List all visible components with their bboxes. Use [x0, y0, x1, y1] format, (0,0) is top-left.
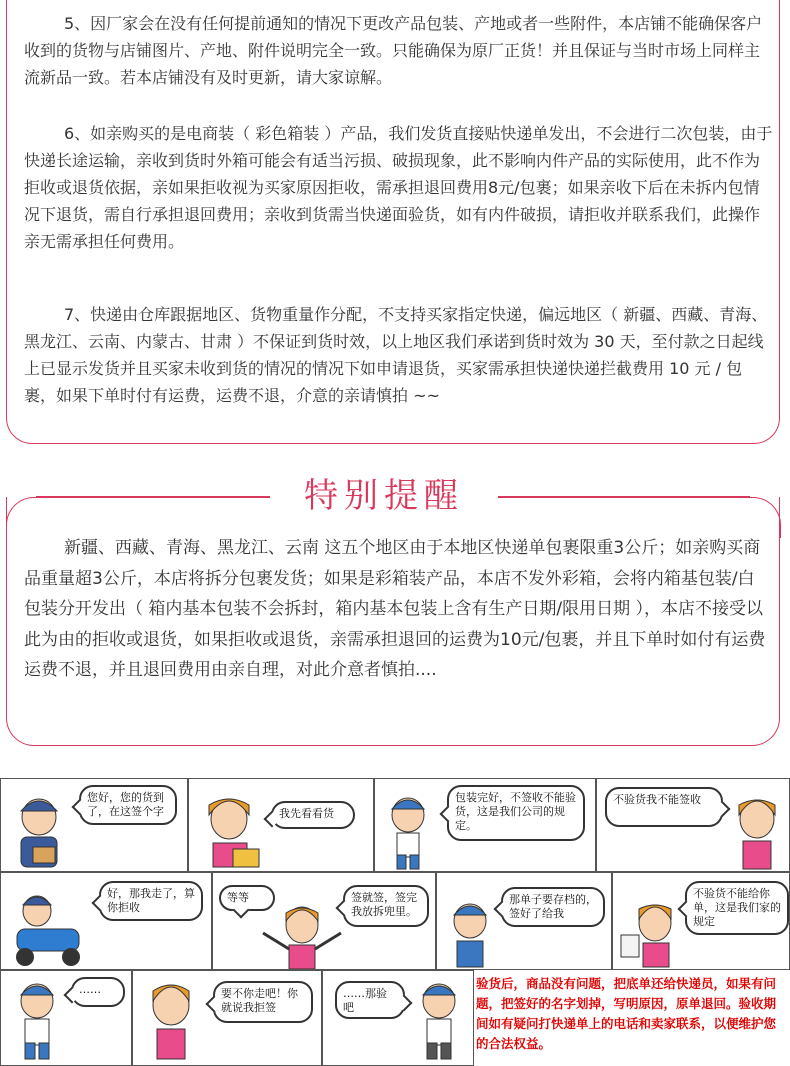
speech-bubble-11: 要不你走吧！你就说我拒签: [213, 981, 313, 1023]
comic-panel-8: [612, 872, 790, 970]
speech-bubble-9: 不验货不能给你单，这是我们家的规定: [685, 881, 789, 935]
speech-bubble-3: 包装完好，不签收不能验货，这是我们公司的规定。: [447, 785, 585, 841]
customer-figure: [139, 979, 205, 1063]
courier-scooter-figure: [7, 893, 93, 969]
speech-bubble-7: 签就签，签完我放拆兜里。: [343, 885, 429, 927]
speech-bubble-12: ……那验吧: [335, 981, 405, 1019]
speech-bubble-5: 好，那我走了，算你拒收: [99, 881, 203, 921]
comic-panel-5: [0, 872, 212, 970]
speech-bubble-4: 不验货我不能签收: [605, 787, 723, 827]
comic-panel-3: [374, 778, 596, 872]
customer-figure: [617, 899, 687, 969]
inspection-note: 验货后，商品没有问题，把底单还给快递员，如果有问题，把签好的名字划掉，写明原因，原单退回。验收期间如有疑问打快递单上的电话和卖家联系，以便维护您的合法权益。: [476, 976, 777, 1051]
courier-figure: [9, 793, 69, 871]
heading-divider-right: [498, 496, 750, 498]
courier-figure: [383, 793, 433, 871]
speech-bubble-8: 那单子要存档的，签好了给我: [501, 887, 605, 927]
comic-panel-7: [436, 872, 612, 970]
speech-bubble-10: ……: [71, 977, 125, 1007]
customer-figure: [199, 793, 265, 871]
special-notice-text: 新疆、西藏、青海、黑龙江、云南 这五个地区由于本地区快递单包裹限重3公斤；如亲购买商品重量超3公斤，本店将拆分包裹发货；如果是彩箱装产品，本店不发外彩箱，会将内箱基包装/白包装分开发出（ 箱内基本包装不会拆封，箱内基本包装上含有生产日期/限用日期 ），本店不接受以此为由的拒收或退货，如果拒收或退货，亲需承担退回的运费为10元/包裹，并且下单时如付有运费运费不退，并且退回费用由亲自理，对此介意者慎拍....: [24, 538, 766, 680]
heading-divider-left: [36, 496, 270, 498]
courier-figure: [411, 979, 467, 1063]
comic-strip: [0, 778, 790, 1066]
comic-panel-11: [322, 970, 474, 1066]
speech-bubble-6: 等等: [219, 885, 275, 911]
speech-bubble-1: 您好，您的货到了，在这签个字: [79, 785, 177, 825]
comic-panel-10: [132, 970, 322, 1066]
special-heading-row: [0, 470, 790, 522]
courier-figure: [11, 979, 63, 1063]
customer-figure: [727, 793, 787, 871]
special-heading: 特别提醒: [304, 476, 464, 516]
comic-panel-4: [596, 778, 790, 872]
paragraph-6: 6、如亲购买的是电商装（ 彩色箱装 ）产品，我们发货直接贴快递单发出，不会进行二次包装，由于快递长途运输，亲收到货时外箱可能会有适当污损、破损现象，此不影响内件产品的实际使用，此不作为拒收或退货依据，亲如果拒收视为买家原因拒收，需承担退回费用8元/包裹；如果亲收下后在未拆内包情况下退货，需自行承担退回费用；亲收到货需当快递面验货，如有内件破损，请拒收并联系我们，此操作亲无需承担任何费用。: [24, 124, 773, 251]
paragraph-7: 7、快递由仓库跟据地区、货物重量作分配，不支持买家指定快递，偏远地区（ 新疆、西藏、青海、黑龙江、云南、内蒙古、甘肃 ）不保证到货时效，以上地区我们承诺到货时效为 30 天，至付款之日起线上已显示发货并且买家未收到货的情况的情况下如申请退货，买家需承担快递快递拦截费用 10 元 / 包裹，如果下单时付有运费，运费不退，介意的亲请慎拍 ~~: [24, 305, 768, 405]
comic-panel-9: [0, 970, 132, 1066]
courier-figure: [443, 899, 497, 969]
customer-figure: [259, 903, 345, 969]
paragraph-5: 5、因厂家会在没有任何提前通知的情况下更改产品包装、产地或者一些附件，本店铺不能确保客户收到的货物与店铺图片、产地、附件说明完全一致。只能确保为原厂正货！并且保证与当时市场上同样主流新品一致。若本店铺没有及时更新，请大家谅解。: [24, 14, 763, 87]
comic-panel-1: [0, 778, 188, 872]
speech-bubble-2: 我先看看货: [271, 801, 355, 829]
comic-panel-6: [212, 872, 436, 970]
comic-panel-2: [188, 778, 374, 872]
